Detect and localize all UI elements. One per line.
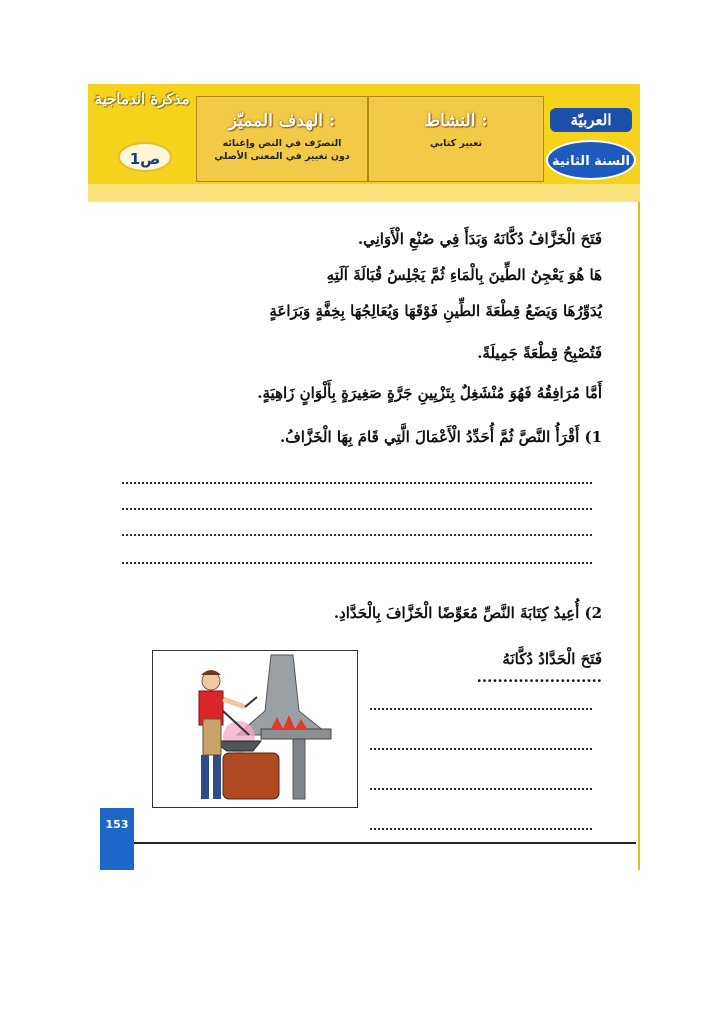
- grade-badge: السنة الثانية: [546, 140, 636, 180]
- activity-box: [368, 96, 544, 182]
- worksheet-page: [88, 84, 640, 870]
- header-strip: [88, 184, 640, 202]
- subject-badge: العربيّة: [550, 108, 632, 132]
- answer-line-6[interactable]: [370, 748, 592, 750]
- answer-line-8[interactable]: [370, 828, 592, 830]
- answer-line-5[interactable]: [370, 708, 592, 710]
- question-1: 1) أَقْرَأُ النَّصَّ ثُمَّ أُحَدِّدُ الْأَعْمَالَ الَّتِي قَامَ بِهَا الْخَزَّافُ.: [279, 428, 602, 446]
- passage-line-4: فَتُصْبِحُ قِطْعَةً جَمِيلَةً.: [477, 344, 602, 362]
- objective-title: الهدف المميّز :: [228, 111, 336, 131]
- blacksmith-illustration: [152, 650, 358, 808]
- answer-line-4[interactable]: [122, 562, 592, 564]
- footer-rule: [106, 842, 636, 844]
- activity-text: تعبير كتابي: [429, 138, 483, 149]
- question-2-start: فَتَحَ الْحَدَّادُ دُكَّانَهُ ........................: [476, 650, 602, 686]
- passage-line-1: فَتَحَ الْخَزَّافُ دُكَّانَهُ وَبَدَأَ فِي صُنْعِ الْأَوَانِي.: [357, 230, 602, 248]
- passage-line-5: أَمَّا مُرَافِقُهُ فَهُوَ مُنْشَغِلٌ بِتَزْيِينِ جَرَّةٍ صَغِيرَةٍ بِأَلْوَانٍ زَاهِيَةٍ.: [257, 384, 602, 402]
- answer-line-7[interactable]: [370, 788, 592, 790]
- blacksmith-drawing: [153, 651, 357, 807]
- header-band: [88, 84, 640, 202]
- passage-line-3: يُدَوِّرُهَا وَيَضَعُ قِطْعَةَ الطِّينِ فَوْقَهَا وَيُعَالِجُهَا بِخِفَّةٍ وَبَرَاعَةٍ: [269, 302, 602, 320]
- answer-line-1[interactable]: [122, 482, 592, 484]
- objective-text-1: التصرّف في النص وإغنائه: [222, 138, 342, 149]
- memo-title: مذكرة اندماجية: [94, 90, 190, 108]
- passage-line-2: هَا هُوَ يَعْجِنُ الطِّينَ بِالْمَاءِ ثُمَّ يَجْلِسُ قُبَالَةَ آلَتِهِ: [326, 266, 602, 284]
- answer-line-2[interactable]: [122, 508, 592, 510]
- objective-box: [196, 96, 368, 182]
- page-number: 153: [100, 808, 134, 870]
- question-2: 2) أُعِيدُ كِتَابَةَ النَّصِّ مُعَوِّضًا الْخَزَّافَ بِالْحَدَّادِ.: [333, 604, 602, 622]
- answer-line-3[interactable]: [122, 534, 592, 536]
- activity-title: النشاط :: [424, 111, 488, 131]
- memo-number-badge: 1ص: [118, 142, 172, 172]
- objective-text-2: دون تغيير في المعنى الأصلي: [214, 151, 350, 162]
